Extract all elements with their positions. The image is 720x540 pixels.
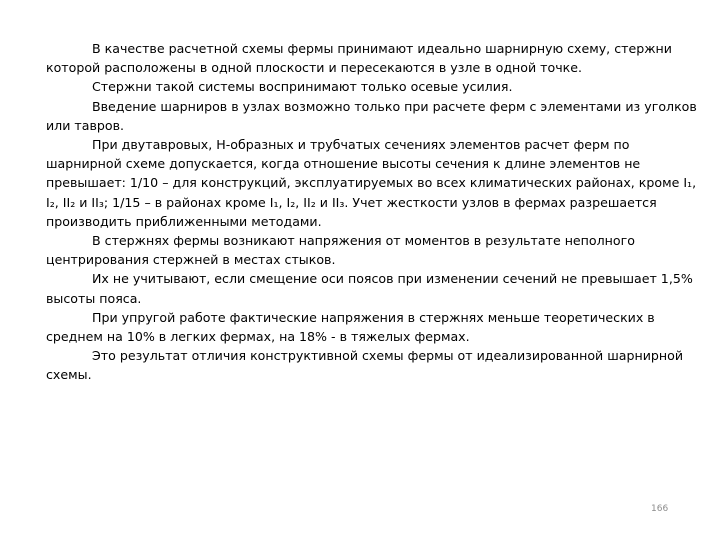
paragraph-moment-stresses: В стержнях фермы возникают напряжения от моментов в результате неполного центрирования стержней в местах стыков. <box>46 233 635 268</box>
paragraph-conclusion: Это результат отличия конструктивной схемы фермы от идеализированной шарнирной схемы. <box>46 348 684 383</box>
page-number: 166 <box>651 504 669 514</box>
slide-body <box>46 39 706 385</box>
paragraph-offset-limit: Их не учитывают, если смещение оси поясов при изменении сечений не превышает 1,5% высоты пояса. <box>46 271 693 306</box>
paragraph-axial-forces: Стержни такой системы воспринимают только осевые усилия. <box>92 79 513 95</box>
paragraph-section-ratio: При двутавровых, Н-образных и трубчатых сечениях элементов расчет ферм по шарнирной схеме допускается, когда отношение высоты сечения к длине элементов не превышает: 1/10 – для конструкций, эксплуатируемых во всех климатических районах, кроме I₁, I₂, II₂ и II₃; 1/15 – в районах кроме I₁, I₂, II₂ и II₃. Учет жесткости узлов в фермах разрешается производить приближенными методами. <box>46 137 697 229</box>
paragraph-elastic-work: При упругой работе фактические напряжения в стержнях меньше теоретических в среднем на 10% в легких фермах, на 18% - в тяжелых фермах. <box>46 309 655 345</box>
paragraph-design-scheme: В качестве расчетной схемы фермы принимают идеально шарнирную схему, стержни которой расположены в одной плоскости и пересекаются в узле в одной точке. <box>46 41 672 76</box>
paragraph-hinges: Введение шарниров в узлах возможно только при расчете ферм с элементами из уголков или тавров. <box>46 98 697 133</box>
